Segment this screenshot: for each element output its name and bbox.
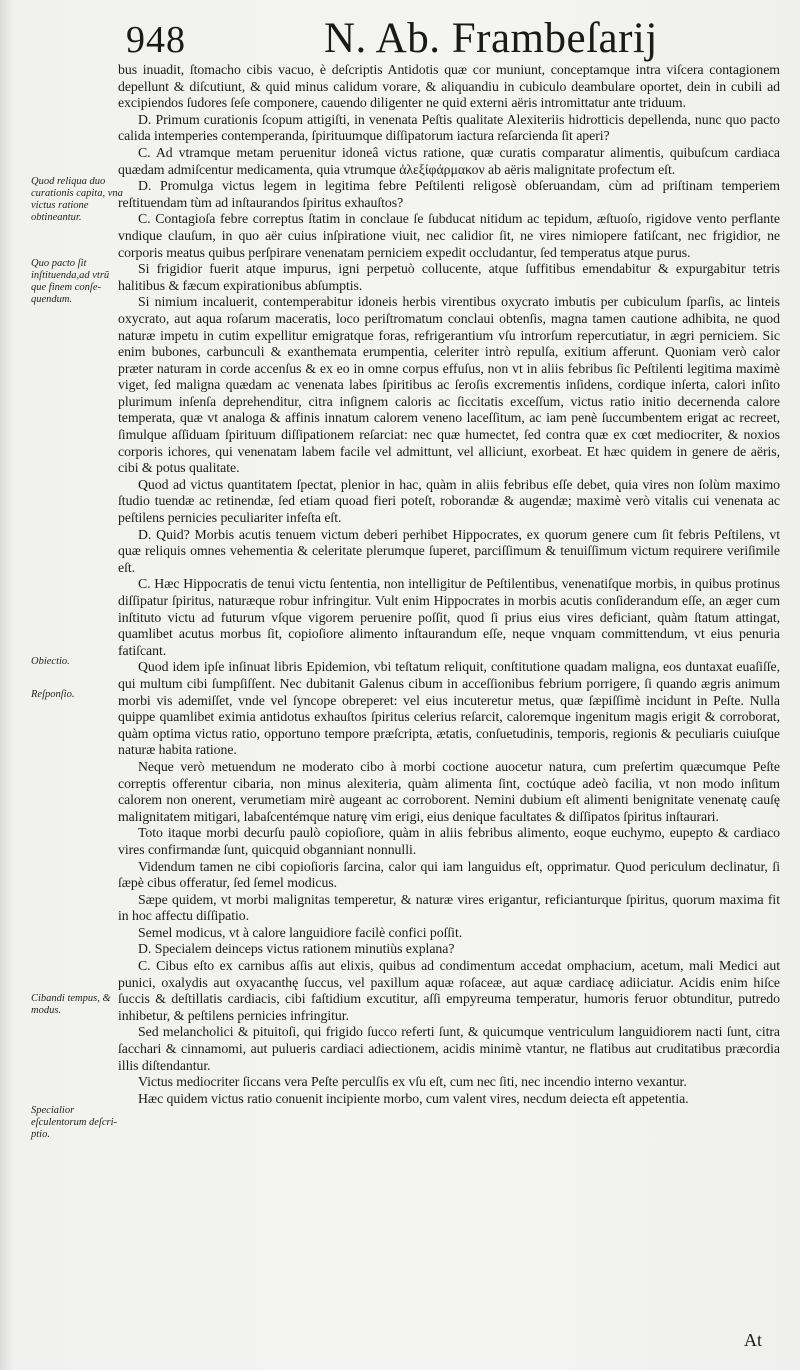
margin-note: Reſponſio. bbox=[31, 689, 75, 700]
paragraph: Si nimium incaluerit, contemperabitur idoneis herbis virentibus oxycrato imbutis per cubiculum ſparſis, ac linteis oxycrato, aut aqua roſarum maceratis, loco periſtromatum conclaui obtenſis, magna tamen cautione adhibita, ne quod naturæ impetu in cutim expellitur emigratque foras, refrigerantium vſu introrſum repercutiatur, in ægri perniciem. Sic enim bubones, carbunculi & exanthemata erumpentia, celeriter intrò repulſa, exitium afferunt. Quoniam verò calor præter naturam in corde accenſus & ex eo in omne corpus effuſus, non vt in aliis febribus ſic Peſtilenti legitima maximè viget, ſed maligna quædam ac venenata labes ſpiritibus ac ſeroſis excrementis inſidens, cordique inſerta, calori inſito plurimum inſenſa deprehenditur, citra inſignem caloris ac ſiccitatis exceſſum, victus ratio initio decernenda calore temperata, quæ vt analoga & affinis innatum calorem veneno laceſſitum, ac iam penè ſuccumbentem erigat ac recreet, ſimulque aſſiduam ſpirituum diſſipationem reſarciat: nec quæ humectet, ſed contra quæ ex cœt mediocriter, & noxios corporis ichores, qui venenatam labem facile vel admittunt, vel alliciunt, exorbeat. Et hæc quidem in genere de aëris, cibi & potus qualitate. bbox=[118, 294, 780, 476]
paragraph: Sæpe quidem, vt morbi malignitas temperetur, & naturæ vires erigantur, reficianturque ſpiritus, quorum maxima fit in hoc affectu diſſipatio. bbox=[118, 891, 780, 924]
main-text bbox=[118, 62, 780, 1107]
paragraph: bus inuadit, ſtomacho cibis vacuo, è deſcriptis Antidotis quæ cor muniunt, conceptamque intra viſcera contagionem depellunt & diſcutiunt, & quid minus calidum vorare, & aliquandiu in cubiculo deambulare oportet, dein in cubili ad excipiendos ſudores ſeſe componere, cauendo diligenter ne quid externi aëris intromittatur ante triduum. bbox=[118, 62, 780, 111]
paragraph: Semel modicus, vt à calore languidiore facilè confici poſſit. bbox=[138, 924, 463, 940]
catchword: At bbox=[744, 1330, 762, 1350]
paragraph: D. Primum curationis ſcopum attigiſti, in venenata Peſtis qualitate Alexiteriis hidrotticis depellenda, nunc quo pacto calida intemperies contemperanda, ſpirituumque diſſipatorum iactura reſarcienda ſit aperi? bbox=[118, 111, 780, 144]
paragraph: Victus mediocriter ſiccans vera Peſte perculſis ex vſu eſt, cum nec ſiti, nec incendio interno vexantur. bbox=[138, 1074, 687, 1090]
paragraph: D. Quid? Morbis acutis tenuem victum deberi perhibet Hippocrates, ex quorum genere cum ſit febris Peſtilens, vt quæ reliquis omnes vehementia & celeritate plerumque ſuperet, parciſſimum & tenuiſſimum victum requirere veriſimile eſt. bbox=[118, 526, 780, 575]
margin-note: Quo pacto ſit inſtituenda,ad vtrũ que finem conſe- quendum. bbox=[31, 258, 110, 305]
paragraph: C. Cibus eſto ex carnibus aſſis aut elixis, quibus ad condimentum accedat omphacium, acetum, mali Medici aut punici, oxalydis aut oxyacanthę ſuccus, vel paxillum aquæ roſaceæ, aut aquæ cardiacę adiiciatur. Acidis enim hiſce ſuccis & deſtillatis cardiacis, cibi faſtidium excutitur, aſſi empyreuma temperatur, humoris feruor obtunditur, putredo inhibetur, & peſtilens pernicies infringitur. bbox=[118, 958, 780, 1023]
margin-notes bbox=[0, 0, 123, 1370]
paragraph: Videndum tamen ne cibi copioſioris ſarcina, calor qui iam languidus eſt, opprimatur. Quod periculum declinatur, ſi ſæpè cibus offeratur, ſed ſemel modicus. bbox=[118, 858, 780, 891]
margin-note: Quod reliqua duo curationis capita, vna victus ratione obtineantur. bbox=[31, 176, 123, 223]
page-number: 948 bbox=[126, 19, 186, 61]
paragraph: Neque verò metuendum ne moderato cibo à morbi coctione auocetur natura, cum preſertim quæcumque Peſte correptis offerentur cibaria, non minus alexiteria, quàm alimenta ſint, coctúque adeò facilia, vt non modo inſitum calorem non onerent, verumetiam mirè augeant ac corroborent. Nemini dubium eſt alimenti benignitate venenatę cauſę malignitatem mitigari, labaſcentémque naturę vim erigi, eius denique facultates & diſſipatos ſpiritus inſtaurari. bbox=[118, 758, 780, 824]
page-header bbox=[0, 14, 800, 66]
paragraph: C. Contagioſa febre correptus ſtatim in conclaue ſe ſubducat nitidum ac tepidum, æſtuoſo, rigidove vento perflante vndique clauſum, in quo aër cuius inſpiratione viuit, nec calidior ſit, ne vires nimiopere fatiſcant, nec frigidior, ne corporis meatus quibus perſpirare venenatam perniciem expedit occludantur, ſed temperatus atque purus. bbox=[118, 211, 780, 260]
paragraph: C. Hæc Hippocratis de tenui victu ſententia, non intelligitur de Peſtilentibus, venenatiſque morbis, in quibus protinus diſſipatur ſpiritus, naturæque robur infringitur. Vult enim Hippocrates in morbis acutis conſiderandum eſſe, an æger cum inſtituto victu ad futurum vſque vigorem peruenire poſſit, quod ſi prius eius vires deficiant, quàm ſtatum attingat, quamlibet acutus morbus ſit, copioſiore alimento inſtaurandum eſſe, neque vnquam committendum, vt eius penuria fatiſcant. bbox=[118, 576, 780, 658]
margin-note: Obiectio. bbox=[31, 656, 70, 667]
paragraph: C. Ad vtramque metam peruenitur idoneâ victus ratione, quæ curatis comparatur alimentis, quibuſcum cardiaca quædam admiſcentur medicamenta, quia vtrumque ἀλεξίφάρμακον ab aëris malignitate profectum eſt. bbox=[118, 144, 780, 177]
running-head: N. Ab. Frambeſarij bbox=[324, 15, 658, 62]
margin-note: Specialior eſculentorum deſcri- ptio. bbox=[31, 1105, 118, 1140]
paragraph: D. Promulga victus legem in legitima febre Peſtilenti religosè obſeruandam, cùm ad priſtinam temperiem reſtituendam tùm ad inſtaurandos ſpiritus exhauſtos? bbox=[118, 178, 780, 210]
paragraph: Quod idem ipſe inſinuat libris Epidemion, vbi teſtatum reliquit, conſtitutione quadam maligna, eos duntaxat euaſiſſe, qui multum cibi ſumpſiſſent. Nec dubitanit Galenus cibum in acceſſionibus febrium porrigere, ſi quando ægris animum morbi vis ademiſſet, vnde vel ſyncope obreperet: vel eius incuteretur metus, quæ ſæpiſſimè incidunt in Peſte. Nulla quippe quamlibet eximia antidotus exhauſtos ſpiritus celerius reſarcit, caloremque ingenitum magis erigit & corroborat, quàm optima victus ratio, opportuno tempore præſcripta, ætatis, conſuetudinis, temporis, regionis & peculiaris cuiuſque naturæ habita ratione. bbox=[118, 659, 780, 758]
paragraph: Toto itaque morbi decurſu paulò copioſiore, quàm in aliis febribus alimento, eoque euchymo, eupepto & cardiaco vires confirmandæ ſunt, quicquid obganniant nonnulli. bbox=[118, 825, 780, 857]
paragraph: Quod ad victus quantitatem ſpectat, plenior in hac, quàm in aliis febribus eſſe debet, quia vires non ſolùm maximo ſtudio tuendæ ac retinendæ, ſed etiam quoad fieri poteſt, roborandæ & augendæ; maximè verò vitalis cui venenata ac peſtilens pernicies peculiariter infeſta eſt. bbox=[118, 476, 780, 526]
paragraph: Si frigidior fuerit atque impurus, igni perpetuò collucente, atque ſuffitibus emendabitur & expurgabitur tetris halitibus & fæcum expirationibus abſumptis. bbox=[118, 261, 780, 293]
paragraph: Sed melancholici & pituitoſi, qui frigido ſucco referti ſunt, & quicumque ventriculum languidiorem nacti ſunt, citra ſacchari & cinnamomi, aut pulueris cardiaci adiectionem, acidis minimè vtantur, ne flatibus aut cruditatibus præcordia illis diſtendantur. bbox=[118, 1024, 780, 1073]
paragraph: D. Specialem deinceps victus rationem minutiùs explana? bbox=[138, 941, 455, 957]
margin-note: Cibandi tempus, & modus. bbox=[31, 993, 111, 1016]
paragraph: Hæc quidem victus ratio conuenit incipiente morbo, cum valent vires, necdum deiecta eſt appetentia. bbox=[138, 1090, 689, 1106]
